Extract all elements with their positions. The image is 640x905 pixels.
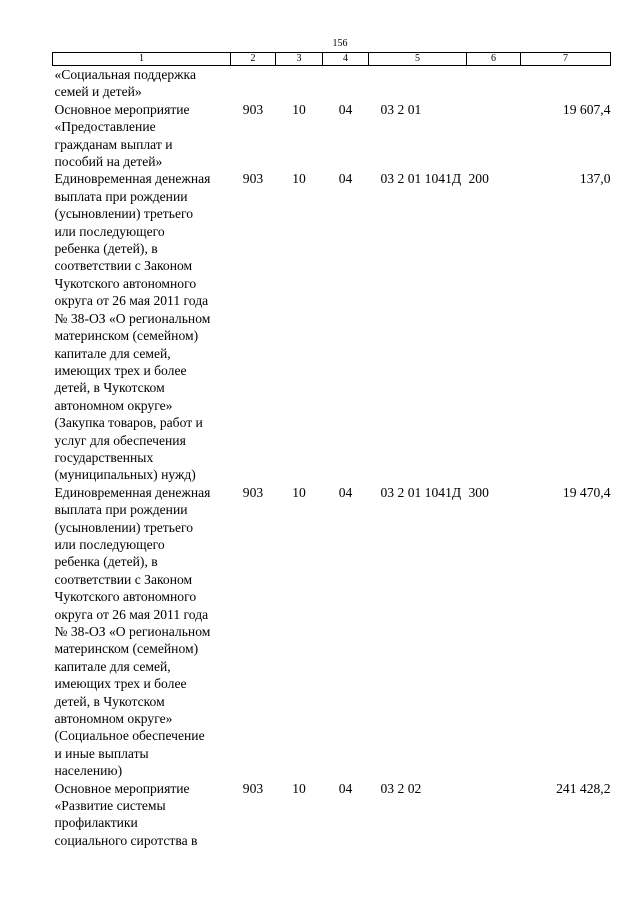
row-code-2: 903 — [242, 101, 264, 117]
page-number: 156 — [332, 38, 348, 49]
row-amount: 241 428,2 — [556, 780, 611, 796]
column-header-1: 1 — [53, 53, 231, 66]
table-row — [53, 484, 611, 780]
column-header-2: 2 — [231, 53, 276, 66]
row-name: «Социальная поддержка семей и детей» — [54, 67, 196, 100]
table-body — [53, 66, 611, 850]
row-code-5: 03 2 01 — [380, 101, 422, 117]
table-row — [53, 101, 611, 171]
row-code-3: 10 — [292, 780, 306, 796]
row-code-3: 10 — [292, 101, 306, 117]
budget-table — [52, 52, 611, 849]
column-header-4: 4 — [323, 53, 369, 66]
header-row — [53, 53, 611, 66]
row-code-6 — [467, 66, 521, 101]
table-row — [53, 780, 611, 850]
row-amount: 137,0 — [579, 171, 611, 187]
row-code-6: 200 — [468, 171, 489, 187]
column-header-5: 5 — [369, 53, 467, 66]
row-code-3: 10 — [292, 484, 306, 500]
row-name: Основное мероприятие «Развитие системы профилактики социального сиротства в — [54, 780, 198, 848]
table-header — [53, 53, 611, 66]
row-code-5: 03 2 01 1041Д — [380, 171, 462, 187]
row-code-2: 903 — [242, 780, 264, 796]
row-code-2 — [231, 66, 276, 101]
row-code-6: 300 — [468, 484, 489, 500]
row-code-4: 04 — [338, 171, 353, 187]
row-code-4: 04 — [338, 101, 353, 117]
row-code-2: 903 — [242, 171, 264, 187]
row-name: Единовременная денежная выплата при рождении (усыновлении) третьего или последующего ребенка (детей), в соответствии с Законом Чукотского автономного округа от 26 мая 2011 года № 38-ОЗ «О региональном материнском (семейном) капитале для семей, имеющих трех и более детей, в Чукотском автономном округе» (Закупка товаров, работ и услуг для обеспечения государственных (муниципальных) нужд) — [54, 171, 211, 483]
table-row — [53, 170, 611, 483]
row-amount — [521, 66, 611, 101]
row-code-4 — [323, 66, 369, 101]
column-header-6: 6 — [467, 53, 521, 66]
row-code-4: 04 — [338, 780, 353, 796]
row-code-3: 10 — [292, 171, 306, 187]
column-header-7: 7 — [521, 53, 611, 66]
row-amount: 19 470,4 — [562, 484, 611, 500]
table-row — [53, 66, 611, 101]
row-code-5 — [369, 66, 467, 101]
row-code-3 — [276, 66, 323, 101]
row-code-5: 03 2 01 1041Д — [380, 484, 462, 500]
row-code-4: 04 — [338, 484, 353, 500]
row-name: Основное мероприятие «Предоставление гражданам выплат и пособий на детей» — [54, 101, 190, 170]
row-code-5: 03 2 02 — [380, 780, 422, 796]
row-code-6 — [467, 101, 521, 171]
row-code-6 — [467, 780, 521, 850]
row-amount: 19 607,4 — [562, 101, 611, 117]
row-code-2: 903 — [242, 484, 264, 500]
row-name: Единовременная денежная выплата при рождении (усыновлении) третьего или последующего ребенка (детей), в соответствии с Законом Чукотского автономного округа от 26 мая 2011 года № 38-ОЗ «О региональном материнском (семейном) капитале для семей, имеющих трех и более детей, в Чукотском автономном округе» (Социальное обеспечение и иные выплаты населению) — [54, 484, 211, 779]
column-header-3: 3 — [276, 53, 323, 66]
